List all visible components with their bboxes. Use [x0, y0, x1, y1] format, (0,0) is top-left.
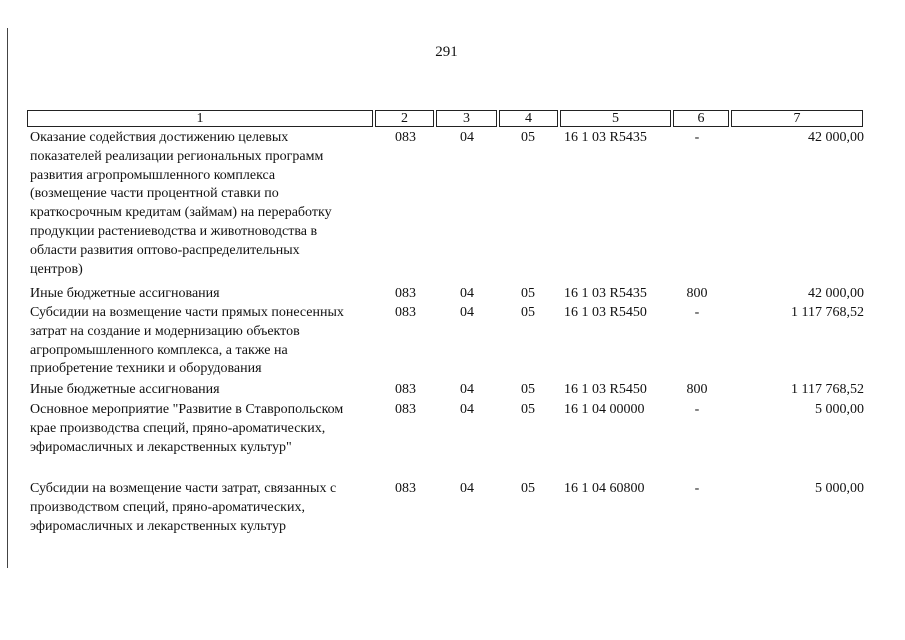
- description-line: области развития оптово-распределительных: [30, 242, 300, 258]
- description-line: краткосрочным кредитам (займам) на переработку: [30, 205, 332, 221]
- expense-type-code: 800: [686, 286, 708, 301]
- table-header-row: [27, 110, 863, 127]
- description-line: центров): [30, 261, 83, 277]
- description-line: эфиромасличных и лекарственных культур: [30, 518, 287, 534]
- header-cell-6: 6: [673, 110, 729, 127]
- header-cell-4: 4: [499, 110, 558, 127]
- amount: 42 000,00: [808, 130, 864, 145]
- ministry-code: 083: [395, 286, 416, 301]
- amount: 1 117 768,52: [791, 382, 864, 397]
- expense-type-code: -: [694, 402, 700, 417]
- expense-type-code: -: [694, 130, 700, 145]
- description-line: развития агропромышленного комплекса: [30, 167, 276, 183]
- ministry-code: 083: [395, 402, 416, 417]
- subsection-code: 05: [521, 286, 535, 301]
- description-line: (возмещение части процентной ставки по: [30, 186, 279, 202]
- amount: 5 000,00: [815, 402, 864, 417]
- expense-type-code: -: [694, 481, 700, 496]
- description-line: приобретение техники и оборудования: [30, 361, 262, 377]
- target-article-code: 16 1 03 R5450: [564, 382, 647, 397]
- description-line: затрат на создание и модернизацию объектов: [30, 323, 300, 339]
- header-cell-3: 3: [436, 110, 497, 127]
- target-article-code: 16 1 03 R5435: [564, 130, 647, 145]
- description-line: Оказание содействия достижению целевых: [30, 130, 289, 145]
- amount: 5 000,00: [815, 481, 864, 496]
- ministry-code: 083: [395, 382, 416, 397]
- row-description: [30, 480, 375, 536]
- section-code: 04: [460, 402, 474, 417]
- amount: 1 117 768,52: [791, 305, 864, 320]
- description-line: показателей реализации региональных программ: [30, 148, 324, 164]
- target-article-code: 16 1 03 R5435: [564, 286, 647, 301]
- section-code: 04: [460, 130, 474, 145]
- subsection-code: 05: [521, 130, 535, 145]
- section-code: 04: [460, 481, 474, 496]
- description-line: Субсидии на возмещение части затрат, связанных с: [30, 481, 337, 496]
- header-cell-5: 5: [560, 110, 671, 127]
- expense-type-code: -: [694, 305, 700, 320]
- description-line: крае производства специй, пряно-ароматических,: [30, 420, 326, 436]
- subsection-code: 05: [521, 382, 535, 397]
- target-article-code: 16 1 04 00000: [564, 402, 645, 417]
- row-description: [30, 129, 375, 279]
- header-cell-7: 7: [731, 110, 863, 127]
- row-description: [30, 381, 375, 400]
- description-line: агропромышленного комплекса, а также на: [30, 342, 288, 358]
- description-line: Иные бюджетные ассигнования: [30, 286, 220, 301]
- left-margin-rule: [7, 28, 8, 568]
- ministry-code: 083: [395, 481, 416, 496]
- description-line: Субсидии на возмещение части прямых понесенных: [30, 305, 344, 320]
- section-code: 04: [460, 382, 474, 397]
- section-code: 04: [460, 286, 474, 301]
- row-description: [30, 401, 375, 457]
- subsection-code: 05: [521, 305, 535, 320]
- header-cell-1: 1: [27, 110, 373, 127]
- target-article-code: 16 1 04 60800: [564, 481, 645, 496]
- amount: 42 000,00: [808, 286, 864, 301]
- row-description: [30, 285, 375, 304]
- section-code: 04: [460, 305, 474, 320]
- description-line: производством специй, пряно-ароматических,: [30, 499, 305, 515]
- page-number: 291: [435, 44, 458, 60]
- description-line: Иные бюджетные ассигнования: [30, 382, 220, 397]
- subsection-code: 05: [521, 402, 535, 417]
- header-cell-2: 2: [375, 110, 434, 127]
- description-line: эфиромасличных и лекарственных культур": [30, 439, 292, 455]
- description-line: продукции растениеводства и животноводства в: [30, 223, 318, 239]
- ministry-code: 083: [395, 305, 416, 320]
- subsection-code: 05: [521, 481, 535, 496]
- row-description: [30, 304, 375, 379]
- ministry-code: 083: [395, 130, 416, 145]
- target-article-code: 16 1 03 R5450: [564, 305, 647, 320]
- expense-type-code: 800: [686, 382, 708, 397]
- description-line: Основное мероприятие "Развитие в Ставропольском: [30, 402, 344, 417]
